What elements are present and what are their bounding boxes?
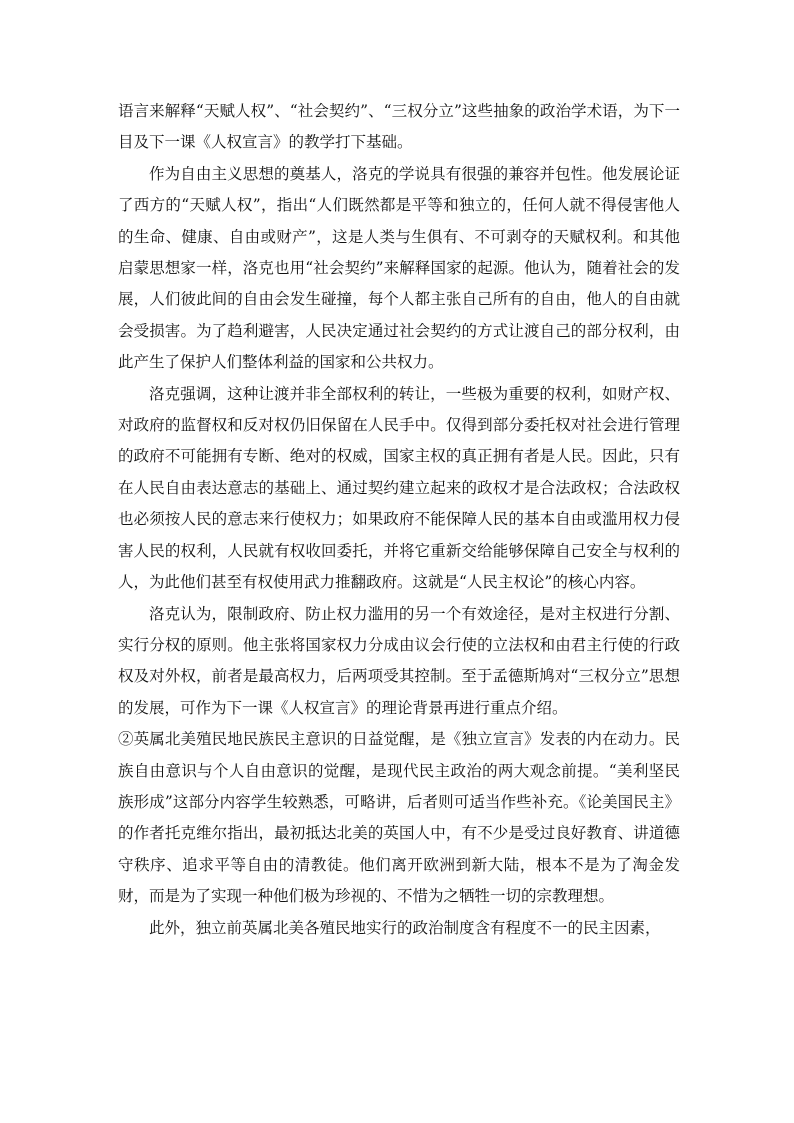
paragraph-continuation: 语言来解释“天赋人权”、“社会契约”、“三权分立”这些抽象的政治学术语，为下一目及下一课《人权宣言》的教学打下基础。 [118,102,680,152]
paragraph-locke-natural-rights: 作为自由主义思想的奠基人，洛克的学说具有很强的兼容并包性。他发展论证了西方的“天赋人权”，指出“人们既然都是平等和独立的，任何人就不得侵害他人的生命、健康、自由或财产”，这是人类与生俱有、不可剥夺的天赋权利。和其他启蒙思想家一样，洛克也用“社会契约”来解释国家的起源。他认为，随着社会的发展，人们彼此间的自由会发生碰撞，每个人都主张自己所有的自由，他人的自由就会受损害。为了趋利避害，人民决定通过社会契约的方式让渡自己的部分权利，由此产生了保护人们整体利益的国家和公共权力。 [118,164,680,372]
paragraph-separation-of-powers: 洛克认为，限制政府、防止权力滥用的另一个有效途径，是对主权进行分割、实行分权的原则。他主张将国家权力分成由议会行使的立法权和由君主行使的行政权及对外权，前者是最高权力，后两项受其控制。至于孟德斯鸠对“三权分立”思想的发展，可作为下一课《人权宣言》的理论背景再进行重点介绍。 [118,604,680,717]
paragraph-colonial-institutions: 此外，独立前英属北美各殖民地实行的政治制度含有程度不一的民主因素， [149,918,661,937]
paragraph-colonial-awakening: ②英属北美殖民地民族民主意识的日益觉醒，是《独立宣言》发表的内在动力。民族自由意识与个人自由意识的觉醒，是现代民主政治的两大观念前提。“美利坚民族形成”这部分内容学生较熟悉，可略讲，后者则可适当作些补充。《论美国民主》的作者托克维尔指出，最初抵达北美的英国人中，有不少是受过良好教育、讲道德守秩序、追求平等自由的清教徒。他们离开欧洲到新大陆，根本不是为了淘金发财，而是为了实现一种他们极为珍视的、不惜为之牺牲一切的宗教理想。 [118,730,680,906]
document-body [118,96,680,944]
paragraph-popular-sovereignty: 洛克强调，这种让渡并非全部权利的转让，一些极为重要的权利，如财产权、对政府的监督权和反对权仍旧保留在人民手中。仅得到部分委托权对社会进行管理的政府不可能拥有专断、绝对的权威，国家主权的真正拥有者是人民。因此，只有在人民自由表达意志的基础上、通过契约建立起来的政权才是合法政权；合法政权也必须按人民的意志来行使权力；如果政府不能保障人民的基本自由或滥用权力侵害人民的权利，人民就有权收回委托，并将它重新交给能够保障自己安全与权利的人，为此他们甚至有权使用武力推翻政府。这就是“人民主权论”的核心内容。 [118,384,680,592]
